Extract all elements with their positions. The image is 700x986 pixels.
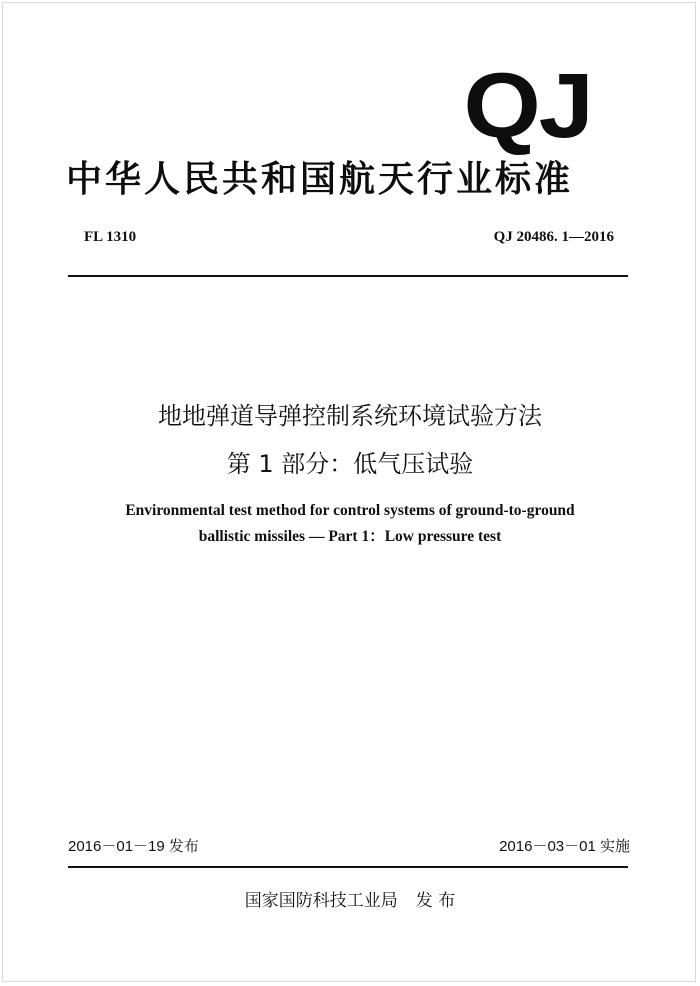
page-frame [2,2,696,982]
publisher-line [0,889,700,913]
title-english-line-2: ballistic missiles — Part 1：Low pressure test [198,528,502,545]
issue-date: 2016－01－19 发布 [68,838,199,855]
title-chinese-line-1: 地地弹道导弹控制系统环境试验方法 [158,402,542,430]
bottom-divider [68,866,628,868]
title-chinese-line-2: 第 1 部分：低气压试验 [226,450,474,478]
qj-logo: QJ [463,55,592,157]
standard-category-title: 中华人民共和国航天行业标准 [66,159,574,200]
publish-action: 发 布 [415,891,456,911]
title-english-line-1: Environmental test method for control systems of ground-to-ground [125,502,575,519]
classification-number: FL 1310 [84,229,137,245]
publisher-name: 国家国防科技工业局 [244,891,398,911]
standard-code: QJ 20486. 1—2016 [493,229,614,245]
top-divider [68,275,628,277]
implementation-date: 2016－03－01 实施 [499,838,630,855]
